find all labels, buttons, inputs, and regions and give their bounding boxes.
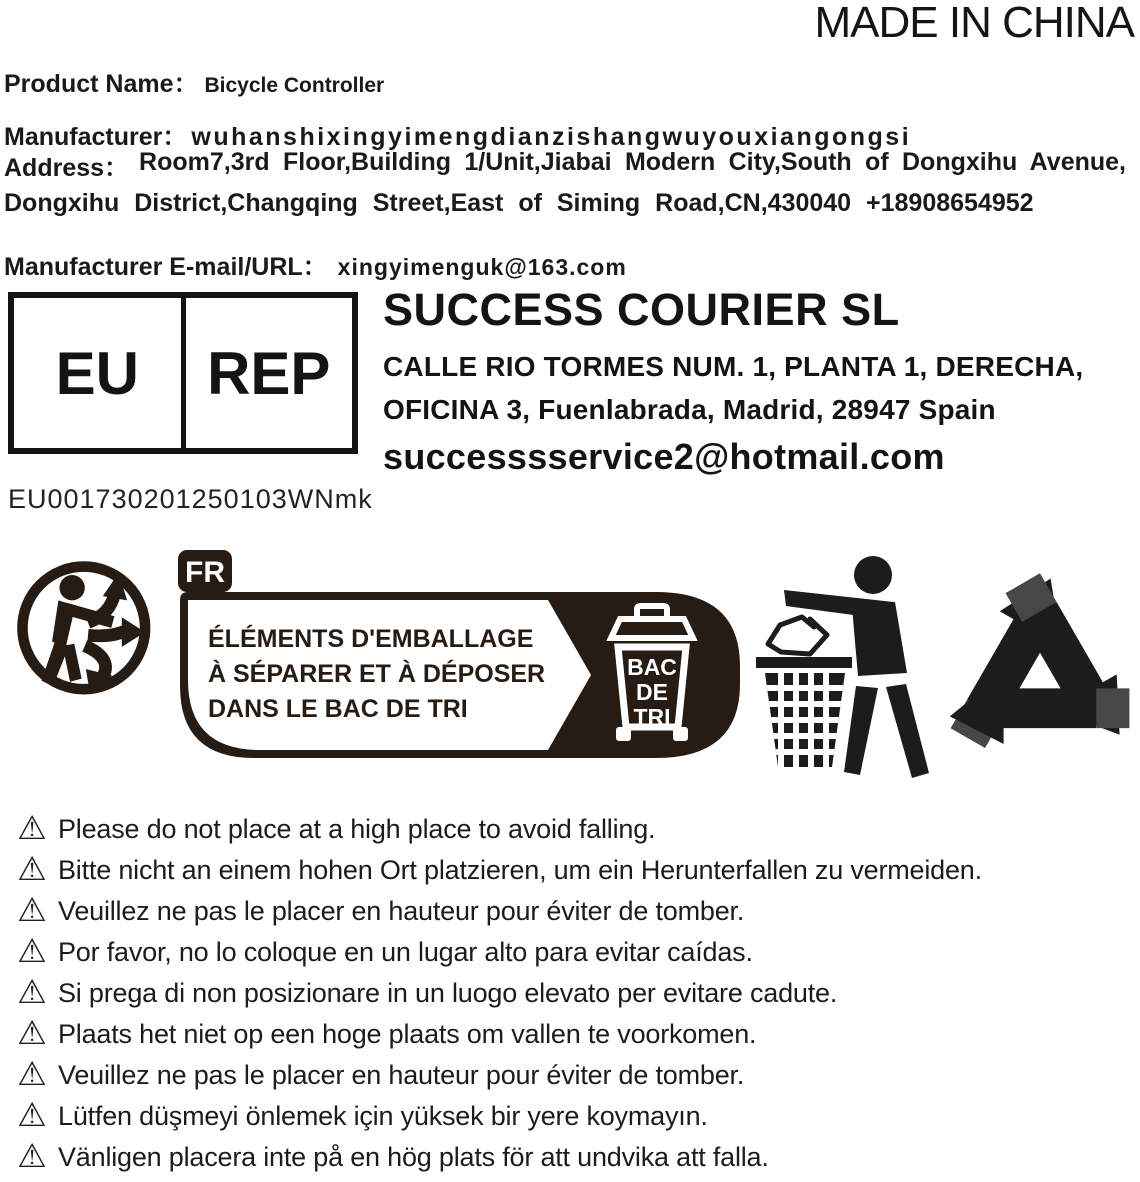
warning-row [6,809,1140,850]
warning-text: Bitte nicht an einem hohen Ort platzieren, um ein Herunterfallen zu vermeiden. [58,855,982,885]
product-name-label: Product Name： [4,70,199,98]
manufacturer-email-line [4,247,627,283]
eu-rep-info-block [383,284,1140,478]
eu-rep-email: successsservice2@hotmail.com [383,435,945,477]
warning-text: Lütfen düşmeyi önlemek için yüksek bir yere koymayın. [58,1101,708,1131]
manufacturer-label: Manufacturer： [4,123,188,151]
warning-triangle-icon: ⚠ [17,890,47,929]
manufacturer-email-value: xingyimenguk@163.com [337,254,627,280]
fr-tag-label: FR [185,556,225,589]
banner-text-line-2: À SÉPARER ET À DÉPOSER [208,660,546,688]
warning-text: Vänligen placera inte på en hög plats för att undvika att falla. [58,1142,769,1172]
manufacturer-email-label: Manufacturer E-mail/URL： [4,253,328,281]
recycling-chasing-arrows-icon [942,558,1138,758]
warning-row [6,891,1140,932]
warning-triangle-icon: ⚠ [17,1136,47,1175]
product-name-value: Bicycle Controller [204,74,385,97]
warning-list [6,809,1140,1178]
banner-text-line-3: DANS LE BAC DE TRI [208,695,468,723]
warning-text: Por favor, no lo coloque en un lugar alto para evitar caídas. [58,937,753,967]
address-line-2: Dongxihu District,Changqing Street,East of Siming Road,CN,430040 +18908654952 [4,189,1034,217]
eu-rep-registration-code: EU001730201250103WNmk [8,484,373,514]
triman-recycling-person-icon [14,556,162,704]
address-value-1: Room7,3rd Floor,Building 1/Unit,Jiabai Modern City,South of Dongxihu Avenue, [139,148,1126,176]
warning-triangle-icon: ⚠ [17,972,47,1011]
warning-triangle-icon: ⚠ [17,808,47,847]
warning-row [6,1096,1140,1137]
warning-text: Veuillez ne pas le placer en hauteur pour éviter de tomber. [58,1060,745,1090]
warning-text: Si prega di non posizionare in un luogo elevato per evitare cadute. [58,978,838,1008]
eu-rep-company-name: SUCCESS COURIER SL [383,284,900,335]
eu-rep-address-line-1: CALLE RIO TORMES NUM. 1, PLANTA 1, DERECHA, [383,350,1084,382]
product-name-line [4,64,384,100]
warning-text: Veuillez ne pas le placer en hauteur pour éviter de tomber. [58,896,745,926]
warning-triangle-icon: ⚠ [17,1054,47,1093]
address-label: Address： [4,154,130,182]
warning-triangle-icon: ⚠ [17,849,47,888]
made-in-china-text: MADE IN CHINA [814,0,1134,47]
eu-rep-right-cell: REP [207,339,331,407]
warning-triangle-icon: ⚠ [17,1095,47,1134]
packaging-sorting-banner [178,550,740,760]
warning-text: Plaats het niet op een hoge plaats om vallen te voorkomen. [58,1019,757,1049]
warning-row [6,973,1140,1014]
warning-row [6,1137,1140,1178]
warning-row [6,850,1140,891]
warning-row [6,1014,1140,1055]
eu-rep-pictogram [8,292,358,454]
warning-triangle-icon: ⚠ [17,931,47,970]
manufacturer-value: wuhanshixingyimengdianzishangwuyouxiangongsi [191,123,912,151]
address-line-1 [4,148,1126,184]
warning-triangle-icon: ⚠ [17,1013,47,1052]
bin-word-1: BAC [627,654,677,680]
banner-text-line-1: ÉLÉMENTS D'EMBALLAGE [208,625,534,653]
tidyman-litter-disposal-icon [748,545,938,785]
warning-row [6,932,1140,973]
bin-word-2: DE [636,679,668,705]
eu-rep-left-cell: EU [55,339,139,407]
warning-row [6,1055,1140,1096]
eu-rep-address-line-2: OFICINA 3, Fuenlabrada, Madrid, 28947 Spain [383,394,996,426]
warning-text: Please do not place at a high place to avoid falling. [58,814,656,844]
bin-word-3: TRI [633,704,671,730]
